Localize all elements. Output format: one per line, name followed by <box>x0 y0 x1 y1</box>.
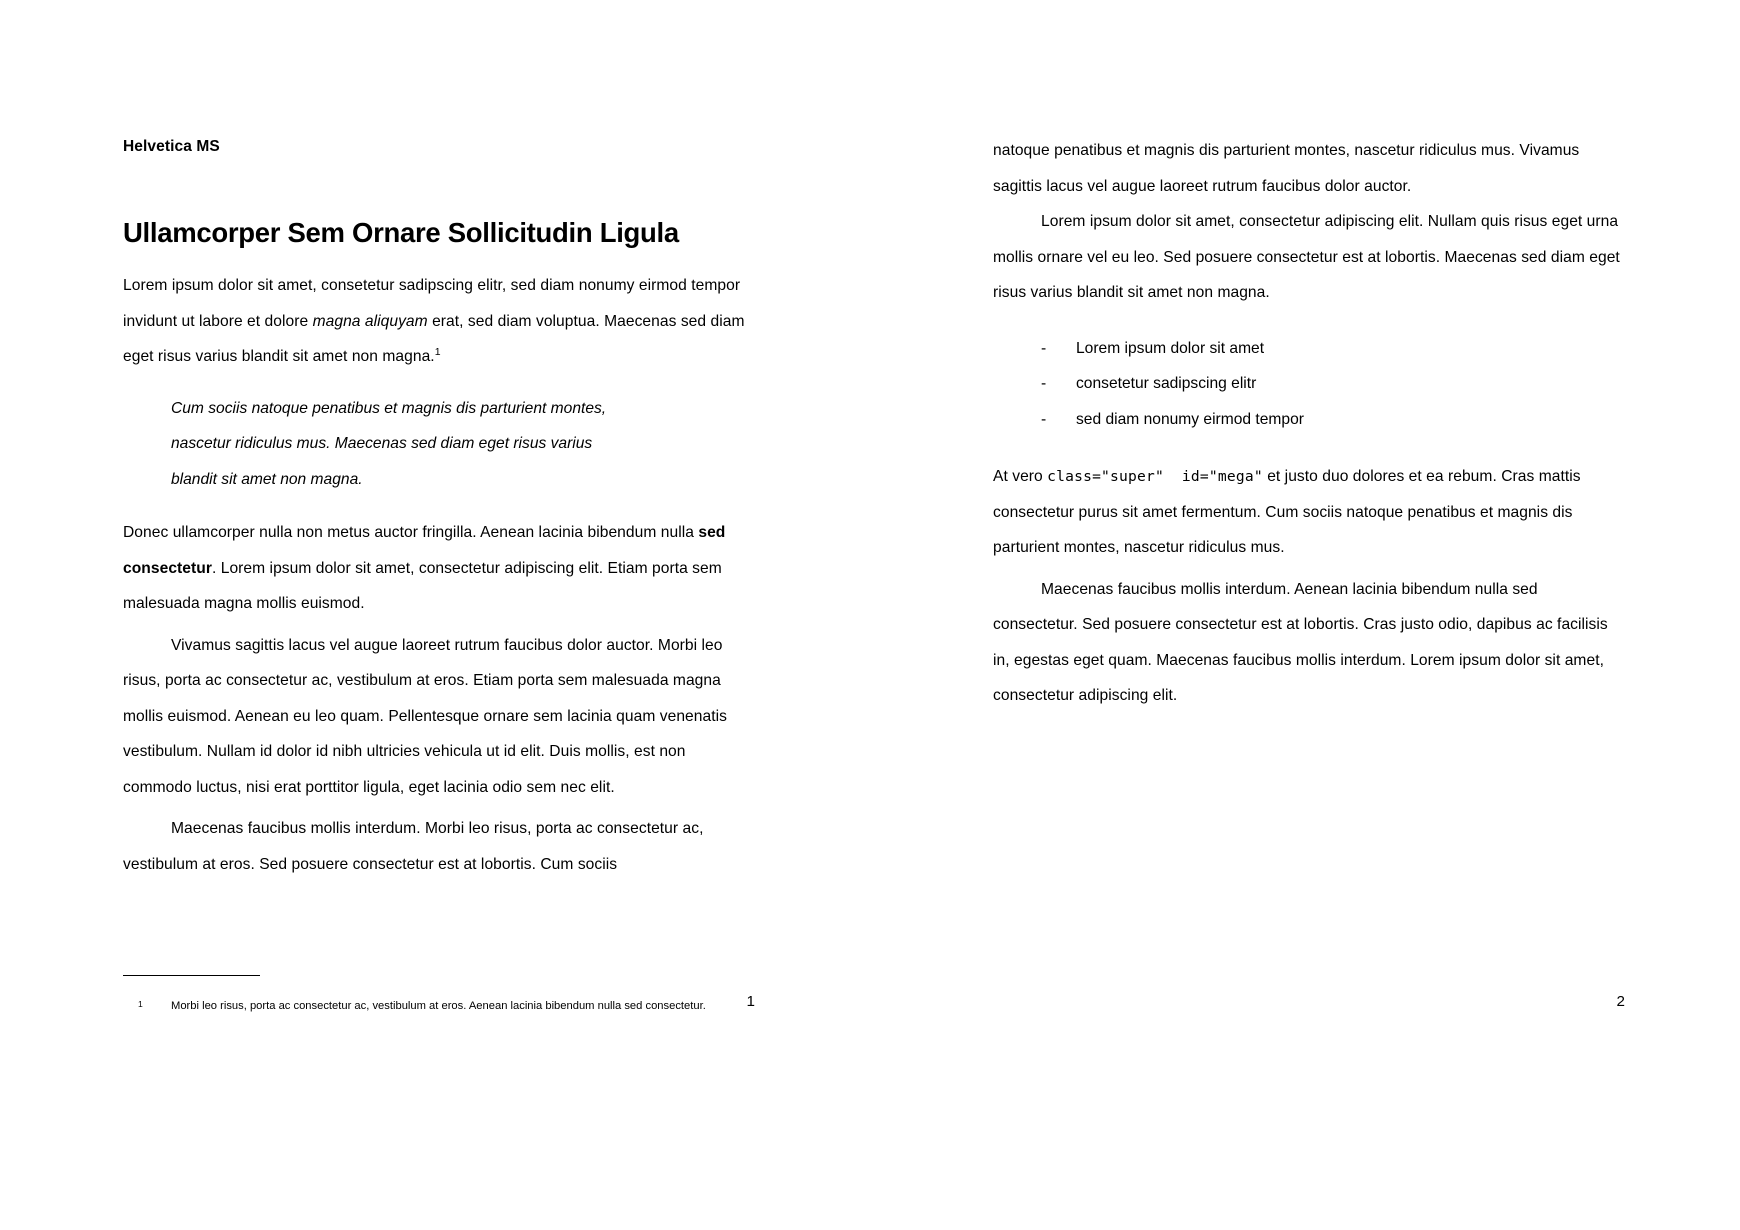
list-marker-dash: - <box>1041 339 1047 357</box>
list-item-label: Lorem ipsum dolor sit amet <box>1076 339 1265 357</box>
list-item-label: consetetur sadipscing elitr <box>1076 375 1257 392</box>
paragraph-donec-part-1: Donec ullamcorper nulla non metus auctor fringilla. Aenean lacinia bibendum nulla <box>123 524 699 542</box>
paragraph-donec-bold-span: sed consectetur <box>123 524 726 577</box>
paragraph-maecenas: Maecenas faucibus mollis interdum. Morbi leo risus, porta ac consectetur ac, vestibulum at eros. Sed posuere consectetur est at lobortis. Cum sociis <box>123 820 704 873</box>
paragraph-donec <box>123 515 755 622</box>
footnote-text: Morbi leo risus, porta ac consectetur ac, vestibulum at eros. Aenean lacinia bibendum nulla sed consectetur. <box>171 1000 706 1012</box>
page-1-text-flow <box>123 216 755 882</box>
page-title: Ullamcorper Sem Ornare Sollicitudin Ligula <box>123 217 679 248</box>
paragraph-intro <box>123 268 755 375</box>
footnote-reference-marker[interactable]: 1 <box>434 346 441 359</box>
paragraph-vivamus: Vivamus sagittis lacus vel augue laoreet rutrum faucibus dolor auctor. Morbi leo risus, porta ac consectetur ac, vestibulum at eros. Etiam porta sem malesuada magna mollis euismod. Aenean eu leo quam. Pellentesque ornare sem lacinia quam venenatis vestibulum. Nullam id dolor id nibh ultricies vehicula ut id elit. Duis mollis, est non commodo luctus, nisi erat porttitor ligula, eget lacinia odio sem nec elit. <box>123 636 727 796</box>
page-2-content-area <box>993 0 1625 1230</box>
list-item <box>993 402 1625 438</box>
list-item <box>993 366 1625 402</box>
list-marker-dash: - <box>1041 410 1047 428</box>
page-number-2: 2 <box>1616 993 1625 1010</box>
list-item-label: sed diam nonumy eirmod tempor <box>1076 410 1304 428</box>
paragraph-at-vero-part-1: At vero <box>993 468 1048 485</box>
footnote-separator-rule <box>123 975 260 976</box>
list-marker-dash: - <box>1041 375 1047 392</box>
inline-code-span: class="super" id="mega" <box>1047 468 1263 485</box>
page-number-1: 1 <box>746 993 755 1010</box>
paragraph-natoque: natoque penatibus et magnis dis parturient montes, nascetur ridiculus mus. Vivamus sagittis lacus vel augue laoreet rutrum faucibus dolor auctor. <box>993 142 1580 195</box>
paragraph-lorem-continued: Lorem ipsum dolor sit amet, consectetur adipiscing elit. Nullam quis risus eget urna mollis ornare vel eu leo. Sed posuere consectetur est at lobortis. Maecenas sed diam eget risus varius blandit sit amet non magna. <box>993 213 1620 301</box>
paragraph-maecenas-faucibus: Maecenas faucibus mollis interdum. Aenean lacinia bibendum nulla sed consectetur. Sed posuere consectetur est at lobortis. Cras justo odio, dapibus ac facilisis in, egestas eget quam. Maecenas faucibus mollis interdum. Lorem ipsum dolor sit amet, consectetur adipiscing elit. <box>993 580 1608 704</box>
paragraph-donec-part-2: . Lorem ipsum dolor sit amet, consectetur adipiscing elit. Etiam porta sem malesuada magna mollis euismod. <box>123 559 722 613</box>
running-header: Helvetica MS <box>123 138 220 155</box>
paragraph-at-vero-part-2: et justo duo dolores et ea rebum. Cras mattis consectetur purus sit amet fermentum. Cum sociis natoque penatibus et magnis dis parturient montes, nascetur ridiculus mus. <box>993 468 1581 556</box>
page-2-text-flow <box>993 133 1625 714</box>
paragraph-at-vero <box>993 459 1625 566</box>
page-1-content-area <box>123 0 755 1230</box>
blockquote: Cum sociis natoque penatibus et magnis dis parturient montes, nascetur ridiculus mus. Maecenas sed diam eget risus varius blandit sit amet non magna. <box>171 399 607 488</box>
bullet-list <box>993 331 1625 438</box>
page-2 <box>870 0 1740 1230</box>
paragraph-intro-part-2: erat, sed diam voluptua. Maecenas sed diam eget risus varius blandit sit amet non magna. <box>123 312 745 366</box>
paragraph-intro-italic-span: magna aliquyam <box>312 312 428 330</box>
footnote-number: 1 <box>138 999 143 1009</box>
paragraph-intro-part-1: Lorem ipsum dolor sit amet, consetetur sadipscing elitr, sed diam nonumy eirmod tempor invidunt ut labore et dolore <box>123 277 741 330</box>
list-item <box>993 331 1625 367</box>
